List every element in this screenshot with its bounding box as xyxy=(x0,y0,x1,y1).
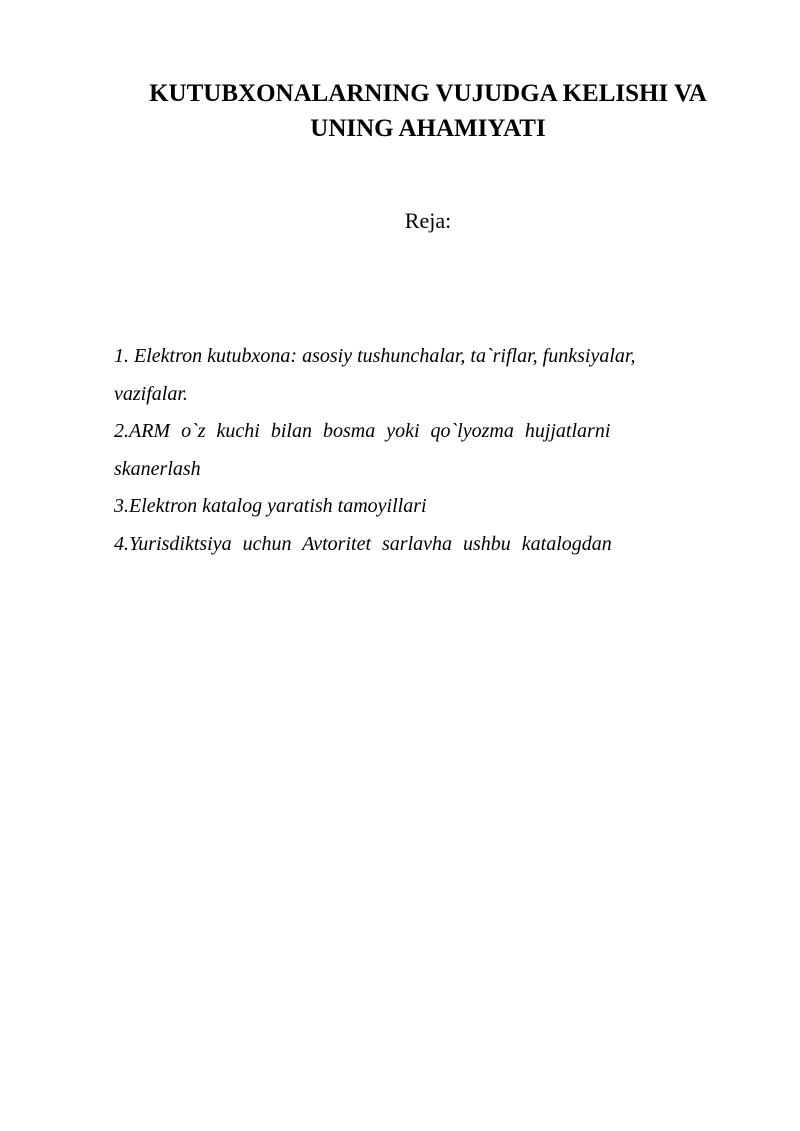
plan-item-2-line-2: skanerlash xyxy=(114,457,201,480)
plan-item-3 xyxy=(114,488,714,526)
plan-item-4-line-1: 4.Yurisdiktsiya uchun Avtoritet sarlavha ushbu katalogdan xyxy=(114,532,612,555)
plan-heading: Reja: xyxy=(404,208,452,233)
plan-item-3-line-1: 3.Elektron katalog yaratish tamoyillari xyxy=(114,495,427,517)
plan-item-1-line-2: vazifalar. xyxy=(114,382,188,405)
plan-item-2-line-1: 2.ARM o`z kuchi bilan bosma yoki qo`lyozma hujjatlarni xyxy=(114,420,611,442)
plan-item-1 xyxy=(114,338,714,413)
plan-list xyxy=(114,338,714,563)
plan-item-1-line-1: 1. Elektron kutubxona: asosiy tushunchalar, ta`riflar, funksiyalar, xyxy=(114,345,636,367)
document-title-line-2: UNING AHAMIYATI xyxy=(310,115,546,142)
document-title-line-1: KUTUBXONALARNING VUJUDGA KELISHI VA xyxy=(149,80,707,107)
document-title xyxy=(100,76,756,146)
plan-item-4 xyxy=(114,526,714,564)
plan-item-2 xyxy=(114,413,714,488)
